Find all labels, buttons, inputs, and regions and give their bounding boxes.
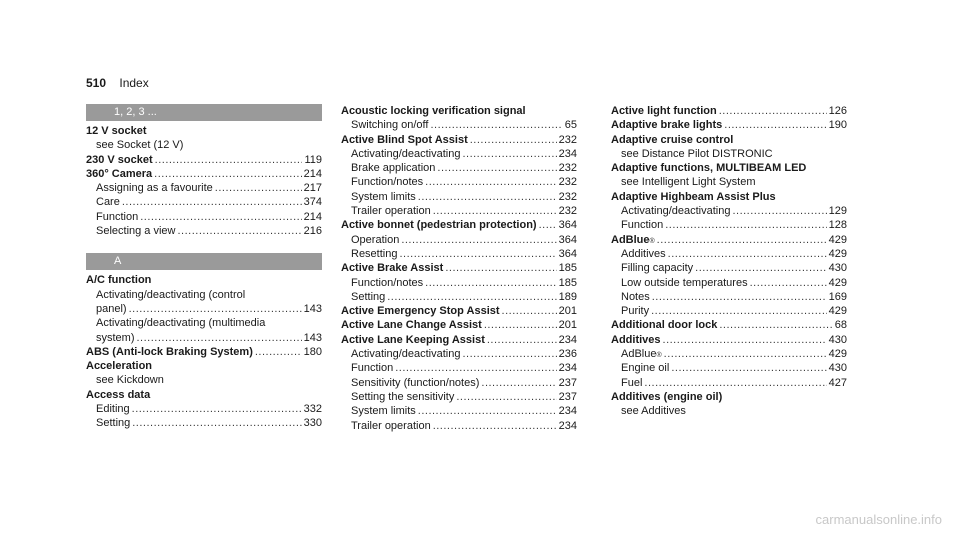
page-reference: 234 (558, 147, 577, 160)
index-entry: AdBlue ® ..... 429 (611, 233, 847, 247)
dot-leader (481, 376, 556, 390)
index-entry (341, 104, 577, 118)
page-reference: 201 (558, 305, 577, 318)
dot-leader (437, 161, 556, 175)
index-entry (611, 390, 847, 404)
dot-leader (732, 204, 826, 218)
index-subentry (341, 347, 577, 361)
page-reference: 214 (303, 210, 322, 223)
page-reference: 364 (558, 233, 577, 246)
entry-text: system) (96, 331, 135, 344)
entry-text: Additional door lock (611, 319, 718, 332)
index-entry (611, 118, 847, 132)
index-subentry (86, 138, 322, 152)
index-subentry (611, 147, 847, 161)
page-reference: 430 (828, 333, 847, 346)
dot-leader (665, 218, 826, 232)
index-entry (611, 190, 847, 204)
entry-text: Activating/deactivating (multimedia (96, 317, 266, 330)
index-subentry (86, 288, 322, 302)
index-entry (611, 161, 847, 175)
index-subentry: AdBlue ® ..... 429 (611, 347, 847, 361)
dot-leader (155, 153, 303, 167)
dot-leader (668, 247, 827, 261)
entry-text: Activating/deactivating (control (96, 288, 246, 301)
dot-leader (651, 304, 827, 318)
dot-leader (395, 361, 556, 375)
index-subentry (341, 247, 577, 261)
dot-leader (154, 167, 301, 181)
entry-text: Adaptive Highbeam Assist Plus (611, 190, 776, 203)
page-reference: 68 (834, 319, 847, 332)
page-reference: 201 (558, 319, 577, 332)
entry-text: Filling capacity (621, 262, 694, 275)
dot-leader (663, 333, 827, 347)
page-reference: 232 (558, 190, 577, 203)
dot-leader (122, 195, 302, 209)
page-reference: 429 (828, 348, 847, 361)
entry-text: Setting the sensitivity (351, 390, 455, 403)
page-reference: 119 (304, 153, 322, 166)
entry-text: Active Blind Spot Assist (341, 133, 468, 146)
index-subentry (341, 190, 577, 204)
dot-leader (664, 347, 827, 361)
dot-leader (487, 333, 557, 347)
dot-leader (137, 331, 302, 345)
index-column-3 (611, 104, 847, 419)
entry-text: Function/notes (351, 176, 424, 189)
entry-text: Assigning as a favourite (96, 182, 213, 195)
index-subentry (341, 233, 577, 247)
index-subentry (86, 195, 322, 209)
page-reference: 143 (303, 331, 322, 344)
page-reference: 430 (828, 262, 847, 275)
page-reference: 234 (558, 405, 577, 418)
index-subentry (341, 290, 577, 304)
index-subentry (86, 224, 322, 238)
entry-text: Sensitivity (function/notes) (351, 376, 480, 389)
page-reference: 364 (558, 247, 577, 260)
dot-leader (129, 302, 302, 316)
entry-text: Adaptive functions, MULTIBEAM LED (611, 162, 807, 175)
page-reference: 232 (558, 162, 577, 175)
dot-leader (430, 118, 562, 132)
entry-text: Selecting a view (96, 225, 176, 238)
index-subentry (611, 404, 847, 418)
entry-text: Setting (351, 290, 386, 303)
page-reference: 234 (558, 333, 577, 346)
entry-text: Care (96, 196, 120, 209)
index-subentry (341, 376, 577, 390)
index-subentry (86, 302, 322, 316)
entry-text: Trailer operation (351, 419, 431, 432)
index-subentry (611, 376, 847, 390)
entry-text: Activating/deactivating (621, 205, 731, 218)
page-reference: 364 (558, 219, 577, 232)
entry-text: 12 V socket (86, 125, 147, 137)
dot-leader (401, 233, 556, 247)
index-subentry (341, 147, 577, 161)
entry-text: AdBlue (621, 348, 657, 361)
dot-leader (132, 402, 302, 416)
index-subentry (86, 402, 322, 416)
page-reference: 234 (558, 362, 577, 375)
entry-text: Active Lane Change Assist (341, 319, 482, 332)
page-reference: 429 (828, 276, 847, 289)
dot-leader (657, 233, 827, 247)
entry-text: see Intelligent Light System (621, 176, 756, 189)
page-reference: 232 (558, 176, 577, 189)
entry-text: Active Lane Keeping Assist (341, 333, 485, 346)
section-letter-bar: A (86, 253, 322, 270)
index-subentry (341, 390, 577, 404)
entry-text: Function (621, 219, 664, 232)
index-entry (341, 333, 577, 347)
dot-leader (456, 390, 556, 404)
page-reference: 180 (303, 345, 322, 358)
entry-text: see Socket (12 V) (96, 139, 184, 152)
index-entry (86, 167, 322, 181)
dot-leader (719, 104, 827, 118)
entry-text: Additives (engine oil) (611, 390, 723, 403)
dot-leader (433, 204, 557, 218)
page-reference: 214 (303, 167, 322, 180)
index-entry (611, 133, 847, 147)
page-reference: 332 (303, 403, 322, 416)
page-reference: 236 (558, 348, 577, 361)
index-subentry (341, 161, 577, 175)
index-entry (86, 388, 322, 402)
index-entry (86, 153, 322, 167)
dot-leader (399, 247, 556, 261)
dot-leader (724, 118, 826, 132)
page-reference: 217 (303, 182, 322, 195)
page-reference: 374 (303, 196, 322, 209)
index-entry (611, 104, 847, 118)
index-subentry (611, 218, 847, 232)
entry-text: Switching on/off (351, 119, 429, 132)
entry-text: AdBlue (611, 233, 650, 246)
index-subentry (86, 331, 322, 345)
index-subentry (86, 316, 322, 330)
page-number: 510 (86, 76, 107, 90)
index-entry (611, 318, 847, 332)
entry-text: 360° Camera (86, 167, 153, 180)
page-header (86, 76, 149, 90)
entry-text: Function (96, 210, 139, 223)
index-subentry (86, 416, 322, 430)
dot-leader (719, 318, 832, 332)
page-reference: 237 (558, 376, 577, 389)
entry-text: Purity (621, 305, 650, 318)
entry-text: panel) (96, 302, 127, 315)
index-subentry (341, 361, 577, 375)
index-entry (86, 345, 322, 359)
entry-text: Engine oil (621, 362, 670, 375)
dot-leader (484, 318, 557, 332)
index-subentry (611, 247, 847, 261)
entry-text: Low outside temperatures (621, 276, 748, 289)
dot-leader (433, 419, 557, 433)
dot-leader (387, 290, 556, 304)
index-subentry (86, 373, 322, 387)
page-reference: 430 (828, 362, 847, 375)
index-subentry (86, 210, 322, 224)
index-subentry (611, 175, 847, 189)
page-reference: 190 (828, 119, 847, 132)
dot-leader (215, 181, 302, 195)
index-subentry (341, 175, 577, 189)
page-reference: 143 (303, 302, 322, 315)
index-subentry (341, 118, 577, 132)
page-reference: 185 (558, 276, 577, 289)
entry-text: Additives (621, 247, 666, 260)
entry-text: Function/notes (351, 276, 424, 289)
dot-leader (695, 261, 827, 275)
index-entry (86, 273, 322, 287)
entry-text: Resetting (351, 247, 398, 260)
index-column-1 (86, 104, 322, 431)
index-entry (341, 261, 577, 275)
entry-text: Notes (621, 290, 650, 303)
entry-text: System limits (351, 405, 416, 418)
dot-leader (652, 290, 827, 304)
index-subentry (611, 304, 847, 318)
page-reference: 185 (558, 262, 577, 275)
index-subentry (611, 361, 847, 375)
page-reference: 330 (303, 417, 322, 430)
dot-leader (462, 347, 556, 361)
index-subentry (341, 276, 577, 290)
entry-text: Additives (611, 333, 661, 346)
dot-leader (750, 276, 827, 290)
entry-text: Acceleration (86, 360, 153, 373)
dot-leader (502, 304, 557, 318)
entry-text: Trailer operation (351, 205, 431, 218)
dot-leader (671, 361, 826, 375)
index-entry (86, 359, 322, 373)
dot-leader (445, 261, 556, 275)
page-reference: 429 (828, 305, 847, 318)
index-entry (341, 318, 577, 332)
dot-leader (644, 376, 826, 390)
watermark: carmanualsonline.info (815, 512, 942, 527)
entry-text: Activating/deactivating (351, 147, 461, 160)
index-entry (341, 218, 577, 232)
dot-leader (425, 276, 556, 290)
dot-leader (255, 345, 302, 359)
dot-leader (425, 175, 556, 189)
entry-text: Active bonnet (pedestrian protection) (341, 219, 537, 232)
page-reference: 189 (558, 290, 577, 303)
entry-text: ABS (Anti-lock Braking System) (86, 345, 253, 358)
page-reference: 429 (828, 247, 847, 260)
page-reference: 169 (828, 290, 847, 303)
entry-text: see Kickdown (96, 374, 164, 387)
entry-text: Editing (96, 403, 130, 416)
dot-leader (140, 210, 301, 224)
entry-text: Setting (96, 417, 131, 430)
index-subentry (86, 181, 322, 195)
index-column-2 (341, 104, 577, 433)
entry-text: System limits (351, 190, 416, 203)
index-subentry (611, 261, 847, 275)
index-subentry (341, 419, 577, 433)
entry-text: Adaptive brake lights (611, 119, 723, 132)
entry-text: Operation (351, 233, 400, 246)
entry-text: Fuel (621, 376, 643, 389)
dot-leader (418, 404, 557, 418)
index-entry (611, 333, 847, 347)
index-subentry (341, 204, 577, 218)
page-reference: 237 (558, 390, 577, 403)
index-subentry (611, 290, 847, 304)
section-letter-bar: 1, 2, 3 ... (86, 104, 322, 121)
entry-text: Adaptive cruise control (611, 133, 734, 146)
entry-text: see Additives (621, 405, 686, 418)
index-entry (86, 124, 322, 138)
dot-leader (178, 224, 302, 238)
section-title: Index (119, 76, 149, 90)
dot-leader (418, 190, 557, 204)
entry-text: 230 V socket (86, 153, 153, 166)
page-reference: 232 (558, 205, 577, 218)
page-reference: 216 (303, 225, 322, 238)
dot-leader (470, 133, 557, 147)
dot-leader (539, 218, 557, 232)
dot-leader (462, 147, 556, 161)
page-reference: 234 (558, 419, 577, 432)
entry-text: Function (351, 362, 394, 375)
page-reference: 126 (828, 105, 847, 117)
entry-text: Activating/deactivating (351, 348, 461, 361)
entry-text: Active Emergency Stop Assist (341, 305, 500, 318)
entry-text: Active light function (611, 105, 717, 117)
index-subentry (611, 204, 847, 218)
page-reference: 429 (828, 233, 847, 246)
page-reference: 427 (828, 376, 847, 389)
index-entry (341, 304, 577, 318)
index-subentry (611, 276, 847, 290)
dot-leader (132, 416, 301, 430)
entry-text: Brake application (351, 162, 436, 175)
page-reference: 232 (558, 133, 577, 146)
page-reference: 128 (828, 219, 847, 232)
index-subentry (341, 404, 577, 418)
entry-text: see Distance Pilot DISTRONIC (621, 147, 773, 160)
entry-text: Active Brake Assist (341, 262, 444, 275)
entry-text: A/C function (86, 274, 152, 287)
page-reference: 129 (828, 205, 847, 218)
index-entry (341, 133, 577, 147)
entry-text: Acoustic locking verification signal (341, 105, 526, 117)
entry-text: Access data (86, 388, 151, 401)
page-reference: 65 (564, 119, 577, 132)
